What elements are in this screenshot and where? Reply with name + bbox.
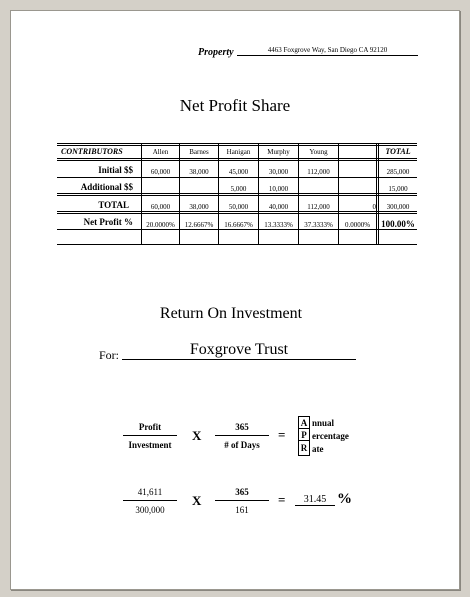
- contributor-header: Murphy: [267, 148, 290, 156]
- table-cell: 60,000: [150, 168, 171, 176]
- property-address: 4463 Foxgrove Way, San Diego CA 92120: [237, 46, 418, 56]
- table-cell: 112,000: [307, 203, 330, 211]
- table-total-cell: 100.00%: [381, 219, 415, 229]
- table-cell: 45,000: [228, 168, 249, 176]
- calc-denominator: 300,000: [135, 505, 165, 515]
- apr-letter: P: [299, 430, 309, 441]
- formula-denominator: # of Days: [224, 440, 260, 450]
- multiply-sign: X: [192, 493, 202, 508]
- apr-word: nnual: [312, 418, 335, 428]
- table-cell: 20.0000%: [146, 221, 175, 229]
- contributor-header: Allen: [152, 148, 169, 156]
- row-label: Net Profit %: [83, 217, 133, 227]
- contributor-header: Hanigan: [226, 148, 251, 156]
- apr-letter: R: [300, 443, 308, 453]
- for-value: Foxgrove Trust: [122, 341, 356, 360]
- table-cell: 50,000: [228, 203, 249, 211]
- percent-sign: %: [337, 491, 352, 507]
- table-cell: 40,000: [268, 203, 289, 211]
- profit-share-table: [57, 143, 417, 245]
- formula-numerator: Profit: [123, 422, 177, 436]
- apr-letter: A: [300, 418, 308, 428]
- property-label: Property: [198, 47, 234, 58]
- row-label: Initial $$: [98, 165, 133, 175]
- calc-numerator: 365: [215, 487, 269, 501]
- contributors-header: CONTRIBUTORS: [61, 147, 123, 156]
- contributor-header: Young: [309, 148, 328, 156]
- table-total-cell: 285,000: [386, 168, 410, 176]
- calc-numerator: 41,611: [123, 487, 177, 501]
- total-header: TOTAL: [385, 147, 411, 156]
- table-cell: 38,000: [189, 168, 209, 176]
- row-label: TOTAL: [98, 200, 129, 210]
- contributor-header: Barnes: [189, 148, 209, 156]
- table-cell: 0.0000%: [344, 221, 371, 229]
- roi-title: Return On Investment: [159, 305, 303, 322]
- table-cell: 37.3333%: [304, 221, 333, 229]
- table-cell: 60,000: [150, 203, 171, 211]
- page-title: Net Profit Share: [179, 96, 291, 115]
- apr-acronym-box: [298, 416, 310, 456]
- calc-denominator: 161: [235, 505, 249, 515]
- table-cell: 5,000: [230, 185, 247, 193]
- table-cell: 0: [372, 203, 376, 211]
- table-cell: 13.3333%: [264, 221, 293, 229]
- multiply-sign: X: [192, 428, 202, 443]
- apr-word: ercentage: [312, 431, 349, 441]
- table-cell: 112,000: [307, 168, 330, 176]
- apr-word: ate: [312, 444, 324, 454]
- table-total-cell: 15,000: [388, 185, 408, 193]
- row-label: Additional $$: [80, 182, 133, 192]
- table-cell: 12.6667%: [184, 221, 214, 229]
- equals-sign: =: [278, 492, 286, 507]
- table-total-cell: 300,000: [386, 203, 410, 211]
- document-page: [10, 10, 460, 590]
- table-cell: 38,000: [189, 203, 209, 211]
- formula-numerator: 365: [215, 422, 269, 436]
- formula-denominator: Investment: [128, 440, 172, 450]
- apr-result: 31.45: [295, 494, 335, 506]
- for-label: For:: [99, 348, 120, 362]
- equals-sign: =: [278, 427, 286, 442]
- table-cell: 30,000: [268, 168, 289, 176]
- table-cell: 16.6667%: [224, 221, 253, 229]
- table-cell: 10,000: [268, 185, 289, 193]
